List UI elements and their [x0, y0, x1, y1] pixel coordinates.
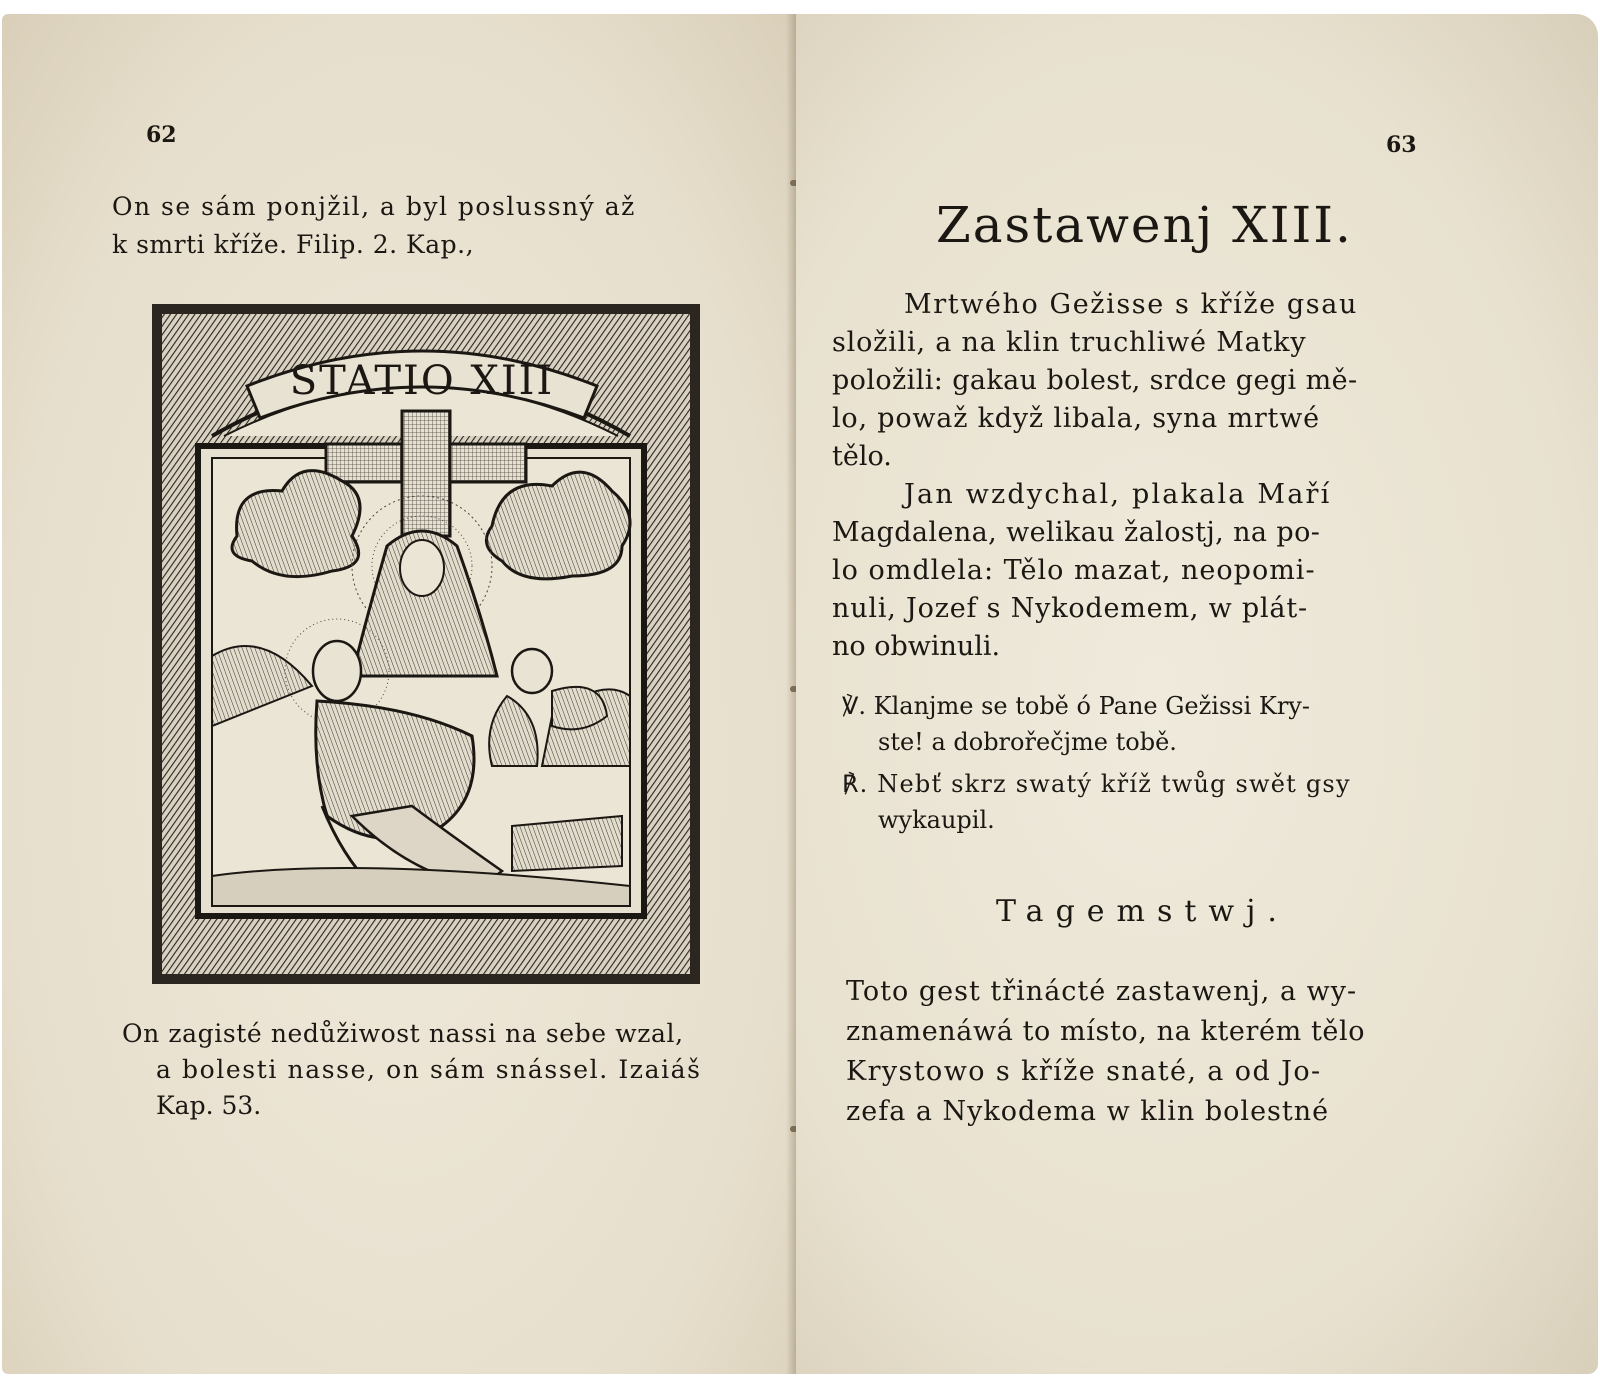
page-number-left: 62	[146, 122, 177, 148]
bottom-verse-line: Kap. 53.	[156, 1091, 262, 1120]
response	[842, 766, 1482, 838]
paragraph-line: nuli, Jozef s Nykodemem, w plát-	[832, 593, 1308, 624]
paragraph-line: lo omdlela: Tělo mazat, neopomi-	[832, 555, 1316, 586]
response-line: wykaupil.	[878, 806, 995, 834]
paragraph-line: zefa a Nykodema w klin bolestné	[846, 1096, 1330, 1127]
top-verse-line: On se sám ponjžil, a byl poslussný až	[112, 192, 636, 221]
response-line: ℟. Nebť skrz swatý kříž twůg swět gsy	[842, 770, 1351, 798]
paragraph-line: položili: gakau bolest, srdce gegi mě-	[832, 365, 1358, 396]
paragraph-line: lo, powaž když libala, syna mrtwé	[832, 403, 1320, 434]
paragraph-line: složili, a na klin truchliwé Matky	[832, 327, 1307, 358]
paragraph-line: no obwinuli.	[832, 631, 1001, 662]
paragraph-line: znamenáwá to místo, na kterém tělo	[846, 1016, 1366, 1047]
paragraph-3	[846, 972, 1486, 1132]
woodcut-pieta-icon	[152, 296, 712, 986]
paragraph-line: tělo.	[832, 441, 892, 472]
versicle-line: ℣. Klanjme se tobě ó Pane Gežissi Kry-	[842, 692, 1310, 720]
left-page	[2, 14, 796, 1374]
paragraph-line: Mrtwého Gežisse s kříže gsau	[904, 289, 1358, 320]
paragraph-line: Toto gest třinácté zastawenj, a wy-	[846, 976, 1358, 1007]
paragraph-line: Jan wzdychal, plakala Maří	[904, 479, 1332, 510]
subheading: Tagemstwj.	[996, 894, 1289, 929]
top-verse-line: k smrti kříže. Filip. 2. Kap.,	[112, 230, 475, 259]
banner-text: STATIO XIII	[289, 358, 555, 404]
bottom-verse	[122, 1016, 762, 1124]
page-number-right: 63	[1386, 132, 1417, 158]
paragraph-2	[832, 476, 1472, 666]
paragraph-1	[832, 286, 1472, 476]
paragraph-line: Magdalena, welikau žalostj, na po-	[832, 517, 1321, 548]
versicle-line: ste! a dobrořečjme tobě.	[878, 728, 1177, 756]
open-book	[0, 14, 1600, 1374]
heading: Zastawenj XIII.	[936, 196, 1353, 254]
bottom-verse-line: a bolesti nasse, on sám snássel. Izaiáš	[156, 1055, 702, 1084]
versicle	[842, 688, 1482, 760]
top-verse	[112, 188, 732, 264]
bottom-verse-line: On zagisté nedůžiwost nassi na sebe wzal,	[122, 1019, 684, 1048]
right-page	[796, 14, 1598, 1374]
paragraph-line: Krystowo s kříže snaté, a od Jo-	[846, 1056, 1322, 1087]
